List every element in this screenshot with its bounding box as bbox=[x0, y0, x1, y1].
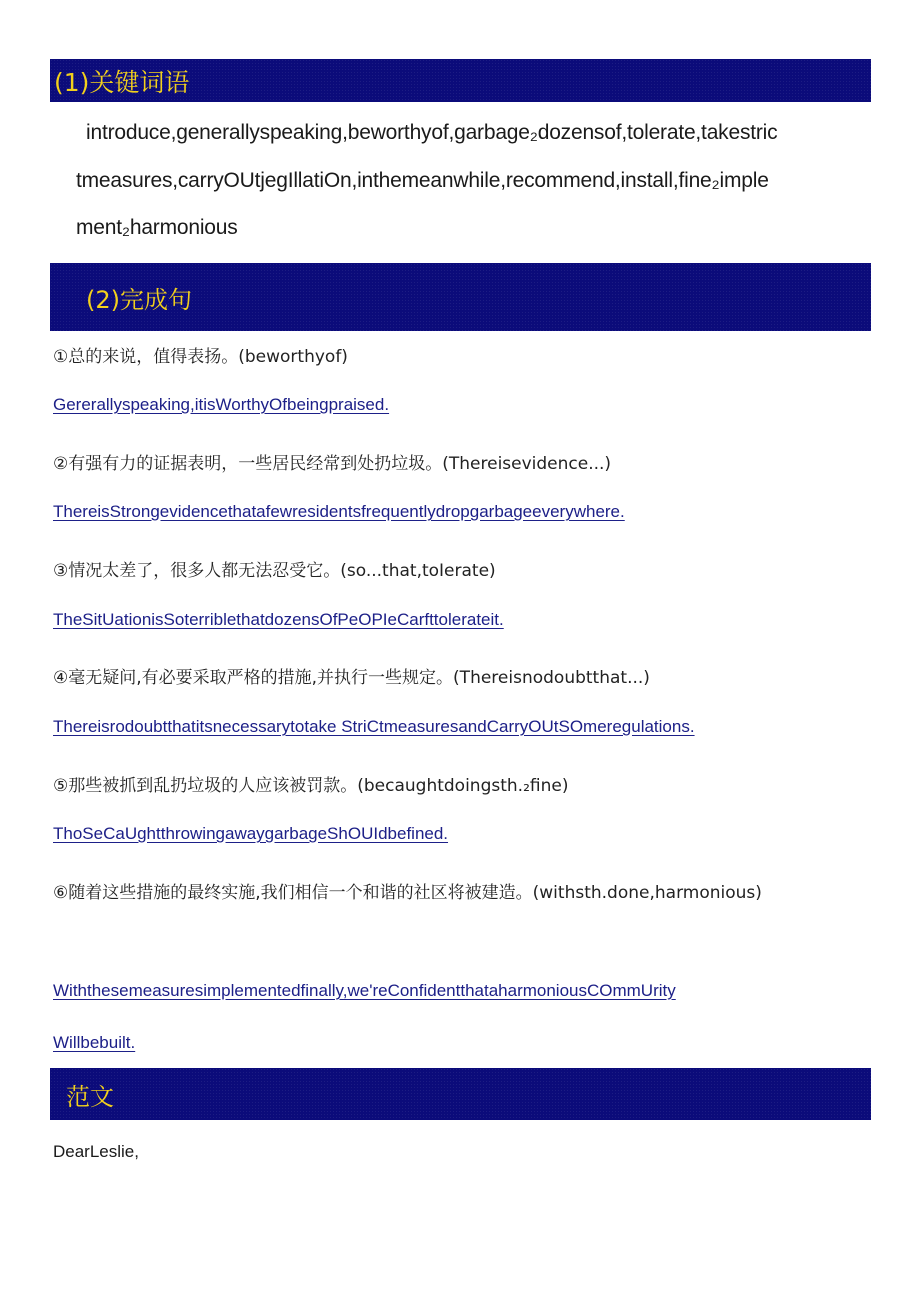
sentence-answer: ThereisStrongevidencethatafewresidentsfrequentlydropgarbageeverywhere. bbox=[53, 502, 625, 521]
section-banner-essay bbox=[50, 1068, 871, 1120]
section-title: (1)关键词语 bbox=[54, 67, 190, 97]
section-title: (2)完成句 bbox=[86, 285, 192, 314]
keyword-line: ment₂harmonious bbox=[76, 216, 238, 239]
sentence-answer: ThoSeCaUghtthrowingawaygarbageShOUIdbefined. bbox=[53, 824, 449, 843]
sentence-prompt: ③情况太差了，很多人都无法忍受它。(so...that,toIerate) bbox=[53, 561, 496, 581]
keyword-line: tmeasures,carryOUtjegIllatiOn,inthemeanwhile,recommend,install,fine₂imple bbox=[76, 169, 769, 192]
sentence-prompt: ①总的来说，值得表扬。(beworthyof) bbox=[53, 347, 348, 367]
sentence-prompt: ④毫无疑问,有必要采取严格的措施,并执行一些规定。(Thereisnodoubtthat...) bbox=[53, 668, 650, 688]
section-title: 范文 bbox=[66, 1082, 114, 1111]
sentence-answer: Willbebuilt. bbox=[53, 1033, 136, 1052]
sentence-prompt: ⑤那些被抓到乱扔垃圾的人应该被罚款。(becaughtdoingsth.₂fine) bbox=[53, 776, 569, 796]
section-banner-sentences bbox=[50, 263, 871, 331]
section-banner-keywords bbox=[50, 59, 871, 102]
sentence-answer: Gererallyspeaking,itisWorthyOfbeingpraised. bbox=[53, 395, 390, 414]
keyword-line: introduce,generallyspeaking,beworthyof,garbage₂dozensof,tolerate,takestric bbox=[86, 121, 778, 144]
sentence-answer: TheSitUationisSoterriblethatdozensOfPeOPIeCarfttolerateit. bbox=[53, 610, 504, 629]
sentence-answer: Thereisrodoubtthatitsnecessarytotake StriCtmeasuresandCarryOUtSOmeregulations. bbox=[53, 717, 695, 736]
sentence-answer: Withthesemeasuresimplementedfinally,we'reConfidentthataharmoniousCOmmUrity bbox=[53, 981, 676, 1000]
essay-greeting: DearLeslie, bbox=[53, 1142, 139, 1161]
sentence-prompt: ②有强有力的证据表明，一些居民经常到处扔垃圾。(Thereisevidence...) bbox=[53, 454, 612, 474]
sentence-prompt: ⑥随着这些措施的最终实施,我们相信一个和谐的社区将被建造。(withsth.done,harmonious) bbox=[53, 883, 762, 903]
